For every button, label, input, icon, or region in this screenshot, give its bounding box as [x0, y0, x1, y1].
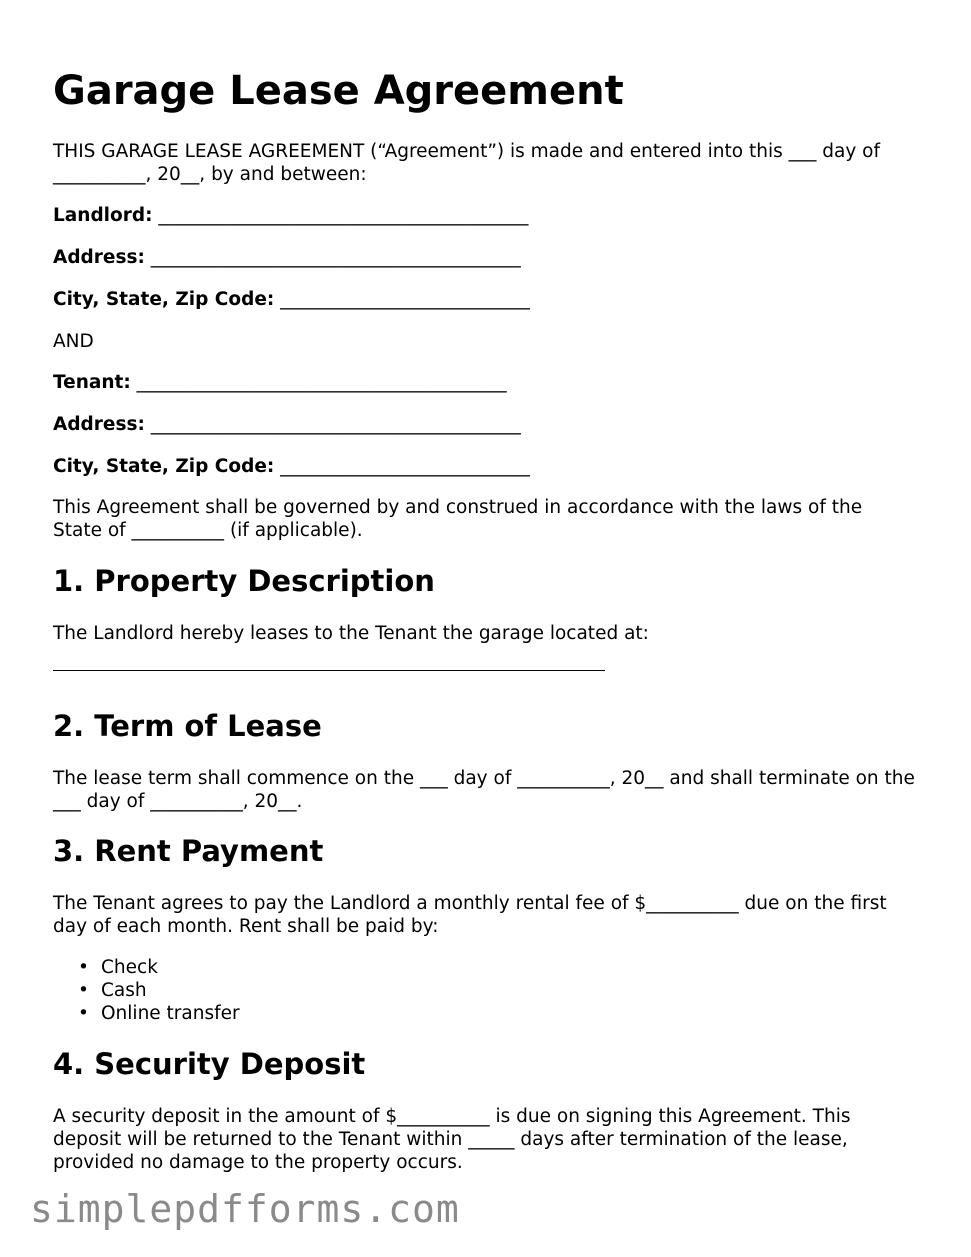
landlord-name-blank: ________________________________________ — [158, 205, 529, 226]
landlord-city-label: City, State, Zip Code: — [53, 289, 275, 310]
and-separator: AND — [53, 331, 94, 352]
landlord-city-blank: ___________________________ — [280, 289, 530, 310]
payment-methods-list — [53, 956, 240, 1025]
landlord-city-field — [53, 288, 530, 311]
bullet-icon: • — [78, 980, 89, 1001]
landlord-address-field — [53, 246, 521, 269]
bullet-icon: • — [78, 957, 89, 978]
section-deposit-text: A security deposit in the amount of $__________ is due on signing this Agreement. This deposit will be returned to the Tenant within _____ days after termination of the lease, provided no damage to the property occurs. — [53, 1106, 851, 1173]
tenant-city-label: City, State, Zip Code: — [53, 456, 275, 477]
tenant-address-field — [53, 413, 521, 436]
tenant-name-field — [53, 371, 507, 394]
section-rent-heading: 3. Rent Payment — [53, 834, 324, 868]
list-item — [78, 1002, 240, 1025]
watermark-text: simplepdfforms.com — [30, 1187, 460, 1231]
list-item — [78, 979, 240, 1002]
tenant-address-blank: ________________________________________ — [150, 414, 521, 435]
tenant-name-blank: ________________________________________ — [136, 372, 507, 393]
payment-method-check: Check — [101, 957, 158, 978]
payment-method-online: Online transfer — [101, 1003, 240, 1024]
document-title: Garage Lease Agreement — [53, 68, 624, 114]
section-property-text: The Landlord hereby leases to the Tenant the garage located at: — [53, 623, 649, 644]
section-term-text: The lease term shall commence on the ___ day of __________, 20__ and shall terminate on the ___ day of __________, 20__. — [53, 768, 915, 812]
payment-method-cash: Cash — [101, 980, 147, 1001]
section-rent-text: The Tenant agrees to pay the Landlord a monthly rental fee of $__________ due on the first day of each month. Rent shall be paid by: — [53, 893, 887, 937]
tenant-city-blank: ___________________________ — [280, 456, 530, 477]
governing-law-paragraph: This Agreement shall be governed by and construed in accordance with the laws of the State of __________ (if applicable). — [53, 497, 863, 541]
tenant-name-label: Tenant: — [53, 372, 131, 393]
landlord-name-field — [53, 204, 528, 227]
landlord-name-label: Landlord: — [53, 205, 153, 226]
list-item — [78, 956, 240, 979]
property-address-line — [53, 670, 605, 671]
section-term-heading: 2. Term of Lease — [53, 709, 322, 743]
section-property-heading: 1. Property Description — [53, 564, 435, 598]
tenant-address-label: Address: — [53, 414, 145, 435]
bullet-icon: • — [78, 1003, 89, 1024]
section-deposit-heading: 4. Security Deposit — [53, 1047, 366, 1081]
tenant-city-field — [53, 455, 530, 478]
landlord-address-label: Address: — [53, 247, 145, 268]
landlord-address-blank: ________________________________________ — [150, 247, 521, 268]
intro-paragraph: THIS GARAGE LEASE AGREEMENT (“Agreement”) is made and entered into this ___ day of __________, 20__, by and between: — [53, 141, 880, 185]
